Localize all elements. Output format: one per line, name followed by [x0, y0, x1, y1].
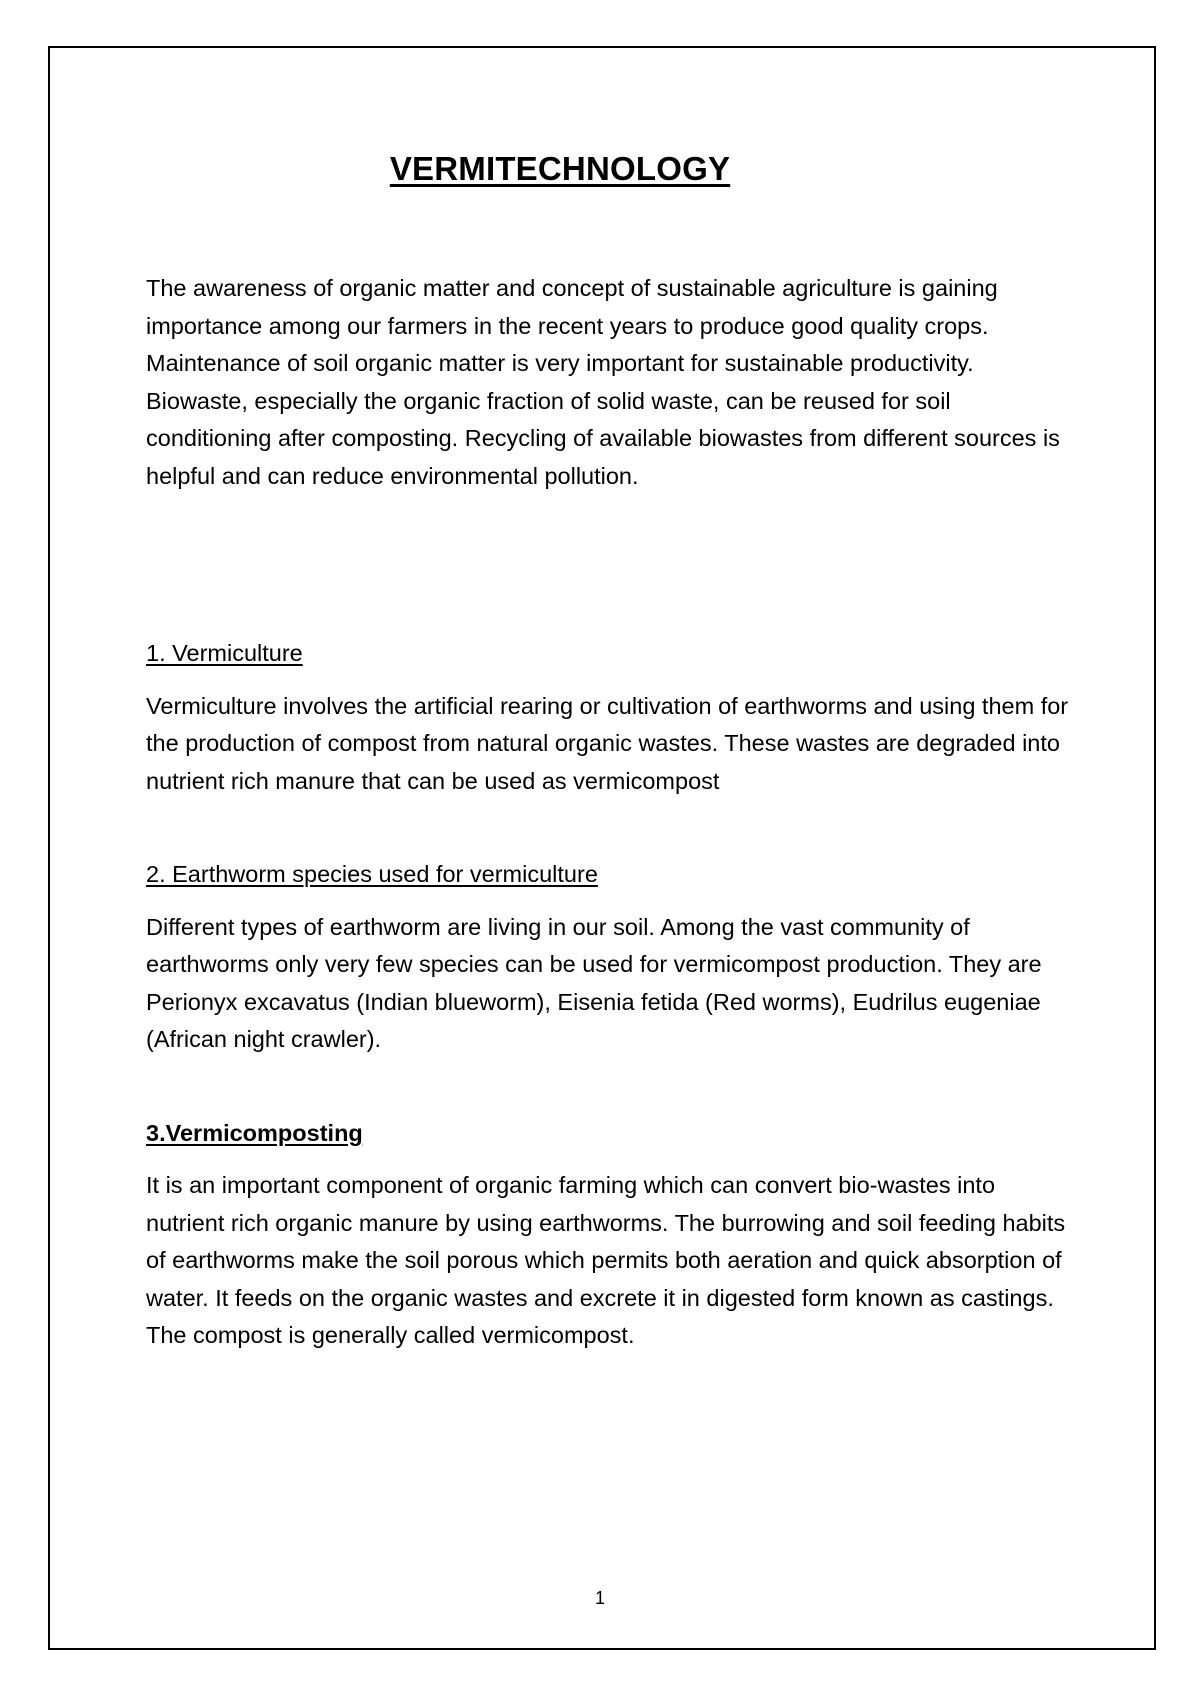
section-body-vermiculture: Vermiculture involves the artificial rearing or cultivation of earthworms and using them for the production of compost from natural organic wastes. These wastes are degraded into nutrient rich manure that can be used as vermicompost: [146, 692, 1069, 794]
section-body-vermicomposting: It is an important component of organic farming which can convert bio-wastes into nutrient rich organic manure by using earthworms. The burrowing and soil feeding habits of earthworms make the soil porous which permits both aeration and quick absorption of water. It feeds on the organic wastes and excrete it in digested form known as castings. The compost is generally called vermicompost.: [146, 1172, 1066, 1348]
intro-paragraph: The awareness of organic matter and concept of sustainable agriculture is gaining importance among our farmers in the recent years to produce good quality crops. Maintenance of soil organic matter is very important for sustainable productivity. Biowaste, especially the organic fraction of solid waste, can be reused for soil conditioning after composting. Recycling of available biowastes from different sources is helpful and can reduce environmental pollution.: [146, 275, 1060, 489]
section-body-earthworm-species: Different types of earthworm are living in our soil. Among the vast community of earthworms only very few species can be used for vermicompost production. They are Perionyx excavatus (Indian blueworm), Eisenia fetida (Red worms), Eudrilus eugeniae (African night crawler).: [146, 913, 1042, 1052]
section-heading-earthworm-species: 2. Earthworm species used for vermiculture: [146, 861, 598, 887]
section-heading-vermicomposting: 3.Vermicomposting: [146, 1119, 363, 1146]
document-body: [146, 270, 1076, 1355]
page-number: 1: [594, 1588, 605, 1608]
document-title: VERMITECHNOLOGY: [389, 150, 731, 187]
section-heading-vermiculture: 1. Vermiculture: [146, 640, 303, 666]
